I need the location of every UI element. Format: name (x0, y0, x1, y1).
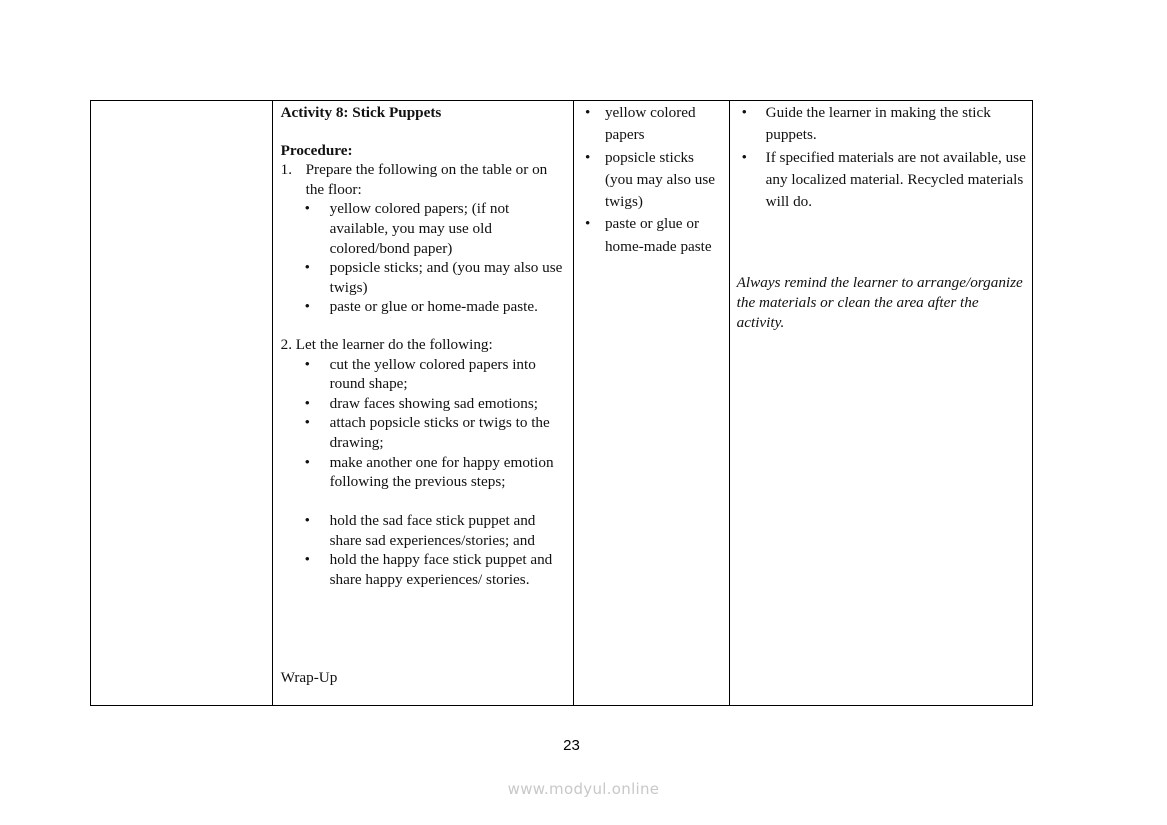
step-2-list (281, 355, 565, 492)
list-item: • Guide the learner in making the stick puppets. (737, 102, 1026, 147)
list-item: • cut the yellow colored papers into round shape; (281, 355, 565, 394)
remarks-column (729, 101, 1032, 705)
list-item: • paste or glue or home-made paste (580, 213, 723, 258)
step-2-list-continued (281, 511, 565, 589)
remarks-list (737, 102, 1026, 213)
page-number: 23 (563, 737, 580, 754)
watermark: www.modyul.online (507, 780, 660, 798)
empty-column (91, 101, 272, 705)
list-item: • yellow colored papers (580, 102, 723, 147)
procedure-label: Procedure: (280, 141, 353, 159)
list-item: • hold the happy face stick puppet and share happy experiences/ stories. (281, 550, 565, 589)
step-1-number: 1. (280, 161, 292, 179)
list-item: • yellow colored papers; (if not available, you may use old colored/bond paper) (281, 199, 565, 258)
spacer (281, 492, 565, 512)
step-1 (281, 160, 565, 199)
lesson-table (90, 100, 1033, 706)
materials-list (580, 102, 723, 258)
wrap-up-label: Wrap-Up (280, 669, 338, 687)
step-2-text: 2. Let the learner do the following: (280, 335, 493, 353)
materials-column (573, 101, 729, 705)
activity-column (272, 101, 573, 705)
list-item: • paste or glue or home-made paste. (281, 297, 565, 317)
list-item: • make another one for happy emotion following the previous steps; (281, 453, 565, 492)
list-item: • draw faces showing sad emotions; (281, 394, 565, 414)
reminder-note: Always remind the learner to arrange/organize the materials or clean the area after the activity. (736, 274, 1023, 331)
list-item: • hold the sad face stick puppet and share sad experiences/stories; and (281, 511, 565, 550)
step-1-list (281, 199, 565, 317)
list-item: • If specified materials are not available, use any localized material. Recycled materials will do. (737, 147, 1026, 214)
list-item: • popsicle sticks (you may also use twigs) (580, 147, 723, 214)
activity-title: Activity 8: Stick Puppets (280, 104, 442, 121)
list-item: • attach popsicle sticks or twigs to the drawing; (281, 413, 565, 452)
list-item: • popsicle sticks; and (you may also use twigs) (281, 258, 565, 297)
step-1-text: Prepare the following on the table or on the floor: (305, 161, 548, 198)
